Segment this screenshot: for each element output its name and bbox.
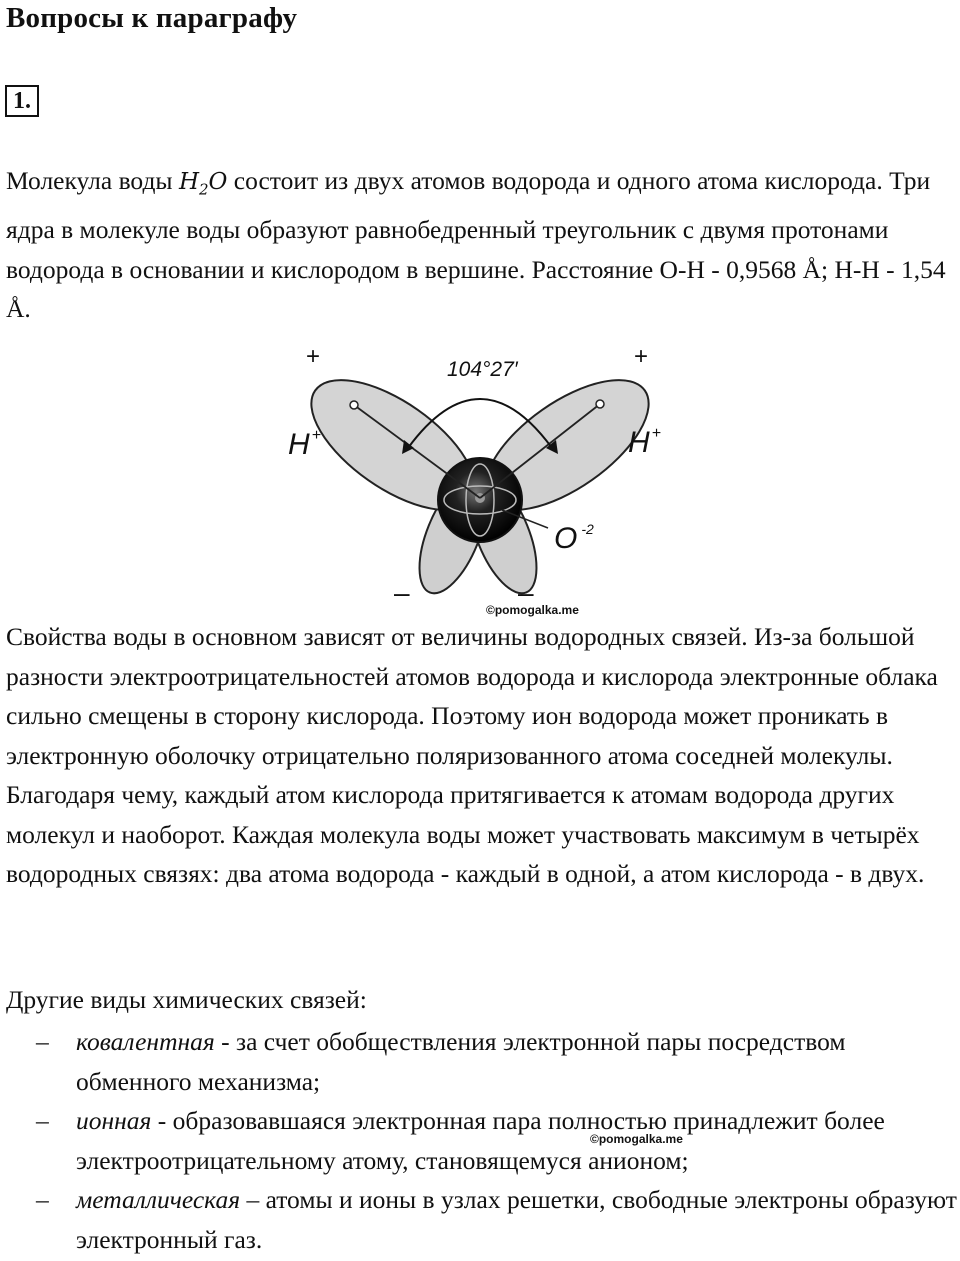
paragraph-molecule-description: [6, 161, 960, 329]
paragraph-water-properties: Свойства воды в основном зависят от величины водородных связей. Из-за большой разности электроотрицательностей атомов водорода и кислорода электронные облака сильно смещены в сторону кислорода. Поэтому ион водорода может проникать в электронную оболочку отрицательно поляризованного атома соседней молекулы. Благодаря чему, каждый атом кислорода притягивается к атомам водорода других молекул и наоборот. Каждая молекула воды может участвовать максимум в четырёх водородных связях: два атома водорода - каждый в одной, а атом кислорода - в двух.: [6, 622, 938, 888]
bond-angle-label: 104°27′: [447, 358, 518, 381]
hydrogen-charge-left: +: [311, 427, 322, 444]
hydrogen-label-right: [628, 425, 661, 459]
para1-lead: Молекула воды: [6, 166, 179, 195]
watermark: ©pomogalka.me: [486, 603, 579, 617]
water-molecule-diagram: [280, 340, 680, 610]
formula-oxygen: O: [208, 169, 228, 195]
list-item: [36, 1022, 960, 1101]
oxygen-symbol: O: [554, 522, 578, 555]
plus-sign-right: +: [634, 343, 649, 370]
water-formula: [178, 169, 228, 199]
bond-term: ионная: [76, 1106, 152, 1135]
hydrogen-symbol-right: H: [628, 426, 650, 459]
minus-sign-left: –: [394, 577, 410, 608]
bond-term: ковалентная: [76, 1027, 215, 1056]
list-dash: –: [36, 1027, 49, 1056]
list-dash: –: [36, 1185, 49, 1214]
bond-description: - за счет обобществления электронной пары посредством обменного механизма;: [76, 1027, 846, 1096]
bond-description: – атомы и ионы в узлах решетки, свободные электроны образуют электронный газ.: [76, 1185, 957, 1254]
list-item: [36, 1180, 960, 1259]
hydrogen-charge-right: +: [651, 425, 662, 442]
question-number-badge: 1.: [5, 85, 39, 117]
watermark: ©pomogalka.me: [590, 1132, 683, 1146]
paragraph-bond-types-intro: Другие виды химических связей:: [6, 985, 367, 1014]
bond-description: - образовавшаяся электронная пара полностью принадлежит более электроотрицательному атому, становящемуся анионом;: [76, 1106, 885, 1175]
bond-term: металлическая: [76, 1185, 241, 1214]
oxygen-charge: -2: [581, 521, 594, 537]
plus-sign-left: +: [306, 343, 321, 370]
hydrogen-symbol-left: H: [288, 428, 310, 461]
oxygen-label: [554, 521, 594, 555]
list-item: [36, 1101, 960, 1180]
formula-hydrogen: H: [178, 169, 199, 195]
minus-sign-right: –: [518, 577, 534, 608]
page-title: Вопросы к параграфу: [6, 2, 298, 34]
hydrogen-nucleus-left: [350, 401, 358, 409]
para1-rest: состоит из двух атомов водорода и одного атома кислорода. Три ядра в молекуле воды образуют равнобедренный треугольник с двумя протонами водорода в основании и кислородом в вершине. Расстояние О-Н - 0,9568 Å; Н-Н - 1,54 Å.: [6, 166, 946, 324]
hydrogen-nucleus-right: [596, 400, 604, 408]
bond-types-list: [36, 1022, 960, 1259]
hydrogen-label-left: [288, 427, 321, 461]
formula-subscript: 2: [199, 180, 209, 199]
list-dash: –: [36, 1106, 49, 1135]
